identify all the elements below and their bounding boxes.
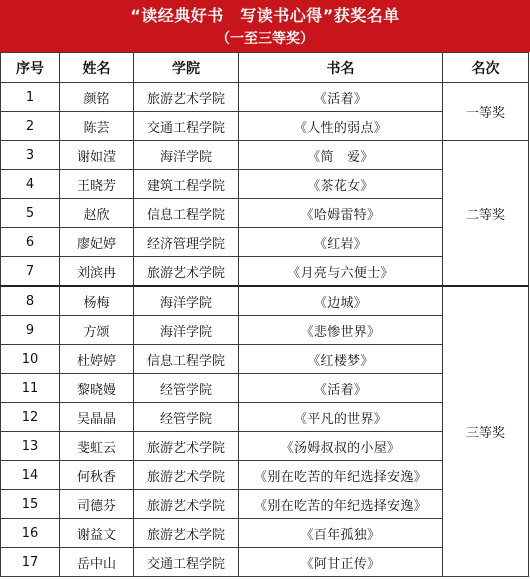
row-book: 《阿甘正传》	[239, 548, 443, 577]
header-no: 序号	[1, 53, 60, 83]
row-name: 颜铭	[60, 83, 134, 112]
row-book: 《茶花女》	[239, 170, 443, 199]
award-table	[0, 52, 529, 577]
row-college: 交通工程学院	[134, 548, 239, 577]
title-banner	[0, 0, 530, 52]
row-book: 《活着》	[239, 83, 443, 112]
row-no: 7	[1, 257, 60, 287]
row-name: 杨梅	[60, 286, 134, 316]
row-no: 13	[1, 432, 60, 461]
row-book: 《平凡的世界》	[239, 403, 443, 432]
rank-cell: 三等奖	[443, 286, 529, 577]
row-name: 黎晓嫚	[60, 374, 134, 403]
row-no: 5	[1, 199, 60, 228]
row-no: 9	[1, 316, 60, 345]
row-no: 4	[1, 170, 60, 199]
rank-cell: 一等奖	[443, 83, 529, 141]
row-book: 《哈姆雷特》	[239, 199, 443, 228]
row-no: 2	[1, 112, 60, 141]
row-book: 《汤姆叔叔的小屋》	[239, 432, 443, 461]
table-row	[1, 286, 529, 316]
rank-cell: 二等奖	[443, 141, 529, 287]
row-name: 赵欣	[60, 199, 134, 228]
row-college: 海洋学院	[134, 286, 239, 316]
row-college: 建筑工程学院	[134, 170, 239, 199]
row-college: 交通工程学院	[134, 112, 239, 141]
row-no: 6	[1, 228, 60, 257]
row-book: 《红岩》	[239, 228, 443, 257]
row-college: 旅游艺术学院	[134, 461, 239, 490]
row-no: 3	[1, 141, 60, 170]
row-name: 吴晶晶	[60, 403, 134, 432]
row-no: 16	[1, 519, 60, 548]
row-name: 方颂	[60, 316, 134, 345]
row-book: 《悲惨世界》	[239, 316, 443, 345]
row-name: 岳中山	[60, 548, 134, 577]
row-college: 旅游艺术学院	[134, 83, 239, 112]
header-college: 学院	[134, 53, 239, 83]
row-name: 王晓芳	[60, 170, 134, 199]
row-name: 陈芸	[60, 112, 134, 141]
row-college: 经济管理学院	[134, 228, 239, 257]
row-college: 旅游艺术学院	[134, 490, 239, 519]
header-name: 姓名	[60, 53, 134, 83]
header-rank: 名次	[443, 53, 529, 83]
row-book: 《人性的弱点》	[239, 112, 443, 141]
row-name: 廖妃婷	[60, 228, 134, 257]
row-college: 信息工程学院	[134, 199, 239, 228]
row-name: 谢益文	[60, 519, 134, 548]
row-college: 旅游艺术学院	[134, 257, 239, 287]
row-name: 谢如滢	[60, 141, 134, 170]
row-college: 经管学院	[134, 403, 239, 432]
row-no: 1	[1, 83, 60, 112]
table-row	[1, 141, 529, 170]
row-no: 12	[1, 403, 60, 432]
row-name: 司德芬	[60, 490, 134, 519]
row-book: 《红楼梦》	[239, 345, 443, 374]
row-book: 《简 爱》	[239, 141, 443, 170]
row-no: 8	[1, 286, 60, 316]
row-no: 15	[1, 490, 60, 519]
row-book: 《百年孤独》	[239, 519, 443, 548]
row-name: 斐虹云	[60, 432, 134, 461]
row-book: 《月亮与六便士》	[239, 257, 443, 287]
row-name: 杜婷婷	[60, 345, 134, 374]
row-book: 《别在吃苦的年纪选择安逸》	[239, 490, 443, 519]
row-name: 何秋香	[60, 461, 134, 490]
row-no: 11	[1, 374, 60, 403]
row-name: 刘滨冉	[60, 257, 134, 287]
row-book: 《边城》	[239, 286, 443, 316]
row-college: 旅游艺术学院	[134, 519, 239, 548]
row-college: 旅游艺术学院	[134, 432, 239, 461]
table-row	[1, 83, 529, 112]
row-book: 《活着》	[239, 374, 443, 403]
row-college: 经管学院	[134, 374, 239, 403]
row-no: 10	[1, 345, 60, 374]
row-college: 海洋学院	[134, 316, 239, 345]
page-title: “读经典好书 写读书心得”获奖名单	[130, 6, 400, 25]
page-subtitle: （一至三等奖）	[216, 31, 314, 47]
row-college: 信息工程学院	[134, 345, 239, 374]
row-book: 《别在吃苦的年纪选择安逸》	[239, 461, 443, 490]
header-row	[1, 53, 529, 83]
row-no: 14	[1, 461, 60, 490]
header-book: 书名	[239, 53, 443, 83]
row-college: 海洋学院	[134, 141, 239, 170]
award-table-body	[1, 83, 529, 577]
row-no: 17	[1, 548, 60, 577]
